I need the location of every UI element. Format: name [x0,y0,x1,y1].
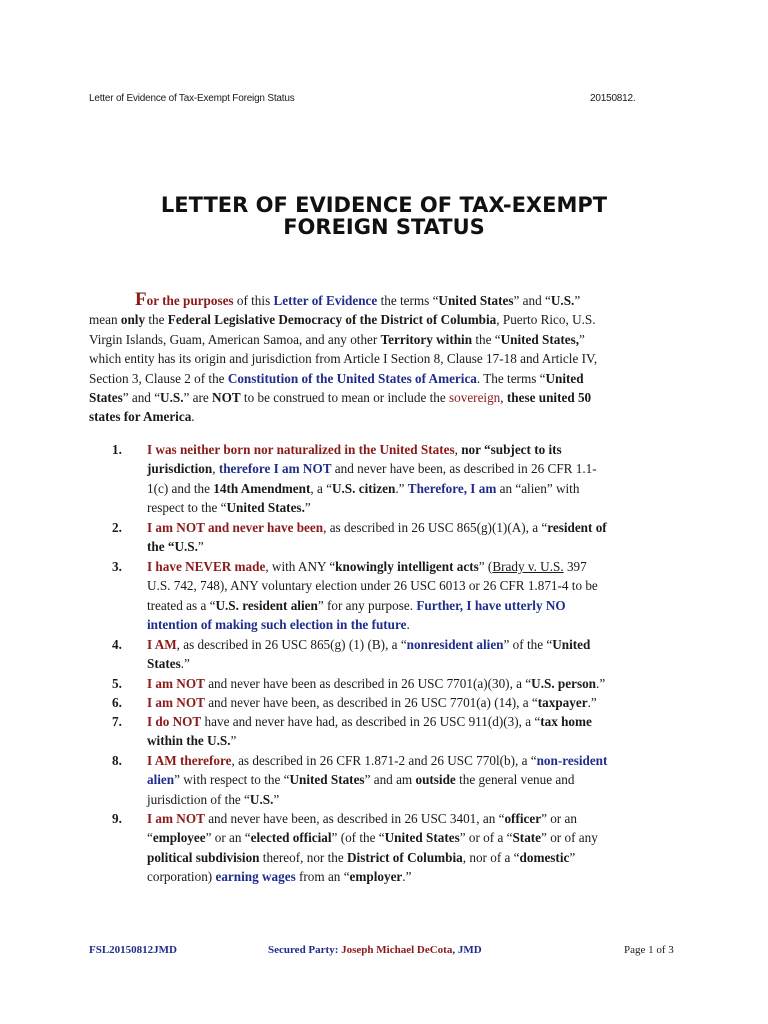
footer-page-number: Page 1 of 3 [624,944,674,956]
header-doc-title: Letter of Evidence of Tax-Exempt Foreign Status [89,93,295,104]
item-number: 6. [112,695,122,710]
intro-line: Section 3, Clause 2 of the Constitution of the United States of America. The terms “United [89,370,584,386]
intro-line: Virgin Islands, Guam, American Samoa, and any other Territory within the “United States,” [89,331,585,347]
item-text: I AM therefore, as described in 26 CFR 1.871-2 and 26 USC 770l(b), a “non-resident alien” with respect to the “United States” and am outside the general venue and jurisdiction of the “U.S.” [147,753,608,807]
item-text: I am NOT and never have been, as described in 26 USC 865(g)(1)(A), a “resident of the “U.S.” [147,520,607,555]
item-number: 2. [112,520,122,535]
title-line-1: LETTER OF EVIDENCE OF TAX-EXEMPT [160,193,608,217]
item-text: I AM, as described in 26 USC 865(g) (1) (B), a “nonresident alien” of the “United States.” [147,637,591,672]
intro-line: states for America. [89,409,195,425]
secured-party-suffix: , JMD [452,944,482,956]
item-number: 8. [112,753,122,768]
item-text: I was neither born nor naturalized in the United States, nor “subject to its jurisdiction, therefore I am NOT and never have been, as described in 26 CFR 1.1- 1(c) and the 14th Amendment, a “U.S. citizen.” Therefore, I am an “alien” with respect to the “United States.” [147,442,597,516]
item-number: 7. [112,714,122,729]
item-text: I am NOT and never have been, as described in 26 USC 7701(a) (14), a “taxpayer.” [147,695,597,710]
item-number: 5. [112,676,122,691]
footer-doc-id: FSL20150812JMD [89,944,177,956]
secured-party-label: Secured Party: [268,944,342,956]
intro-line: mean only the Federal Legislative Democracy of the District of Columbia, Puerto Rico, U.S. [89,312,596,328]
title-line-2: FOREIGN STATUS [283,215,485,239]
item-text: I have NEVER made, with ANY “knowingly intelligent acts” (Brady v. U.S. 397 U.S. 742, 748), ANY voluntary election under 26 USC 6013 or 26 CFR 1.871-4 to be treated as a “U.S. resident alien” for any purpose. Further, I have utterly NO intention of making such election in the future. [147,559,598,633]
item-number: 3. [112,559,122,574]
intro-line: which entity has its origin and jurisdiction from Article I Section 8, Clause 17-18 and Article IV, [89,351,598,367]
item-text: I do NOT have and never have had, as described in 26 USC 911(d)(3), a “tax home within the U.S.” [147,714,592,749]
item-text: I am NOT and never have been, as described in 26 USC 3401, an “officer” or an “employee” or an “elected official” (of the “United States” or of a “State” or of any political subdivision thereof, nor the District of Columbia, nor of a “domestic” corporation) earning wages from an “employer.” [147,811,598,885]
intro-line: For the purposes of this Letter of Evidence the terms “United States” and “U.S.” [135,289,581,310]
secured-party-name: Joseph Michael DeCota [341,944,453,956]
intro-line: States” and “U.S.” are NOT to be construed to mean or include the sovereign, these united 50 [89,390,592,406]
header-date: 20150812. [590,93,636,104]
footer-secured-party [268,944,482,956]
page-title [0,194,768,238]
intro-paragraph [89,290,673,427]
item-text: I am NOT and never have been as described in 26 USC 7701(a)(30), a “U.S. person.” [147,676,606,691]
item-number: 9. [112,811,122,826]
item-number: 1. [112,442,122,457]
item-number: 4. [112,637,122,652]
